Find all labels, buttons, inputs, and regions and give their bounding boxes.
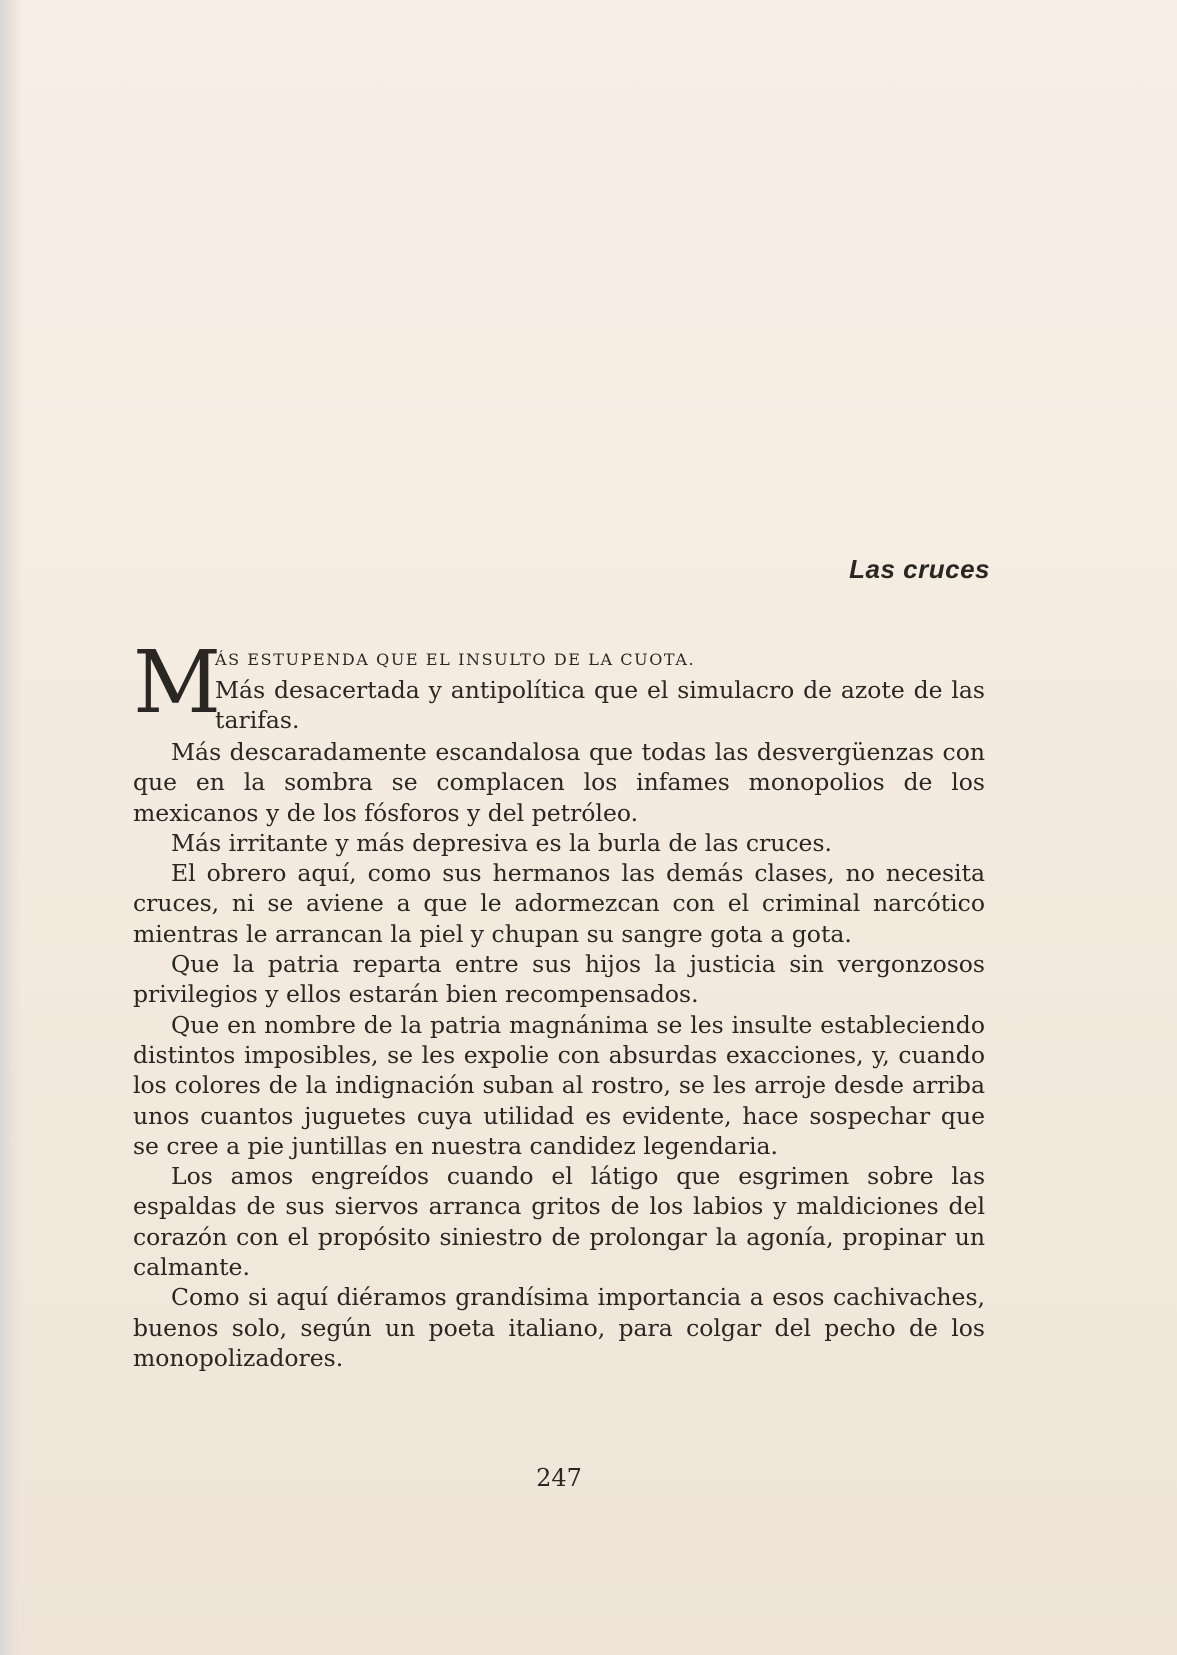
opening-paragraph bbox=[133, 633, 985, 737]
opening-paragraph-text: Más desacertada y antipolítica que el simulacro de azote de las tarifas. bbox=[215, 676, 985, 735]
paragraph: Que en nombre de la patria magnánima se les insulte estableciendo distintos imposibles, se les expolie con absurdas exacciones, y, cuando los colores de la indignación suban al rostro, se les arroje desde arriba unos cuantos juguetes cuya utilidad es evidente, hace sospechar que se cree a pie juntillas en nuestra candidez legendaria. bbox=[133, 1010, 985, 1160]
paragraph: Que la patria reparta entre sus hijos la justicia sin vergonzosos privilegios y ellos estarán bien recompensados. bbox=[133, 950, 985, 1009]
page-number: 247 bbox=[536, 1464, 582, 1492]
paragraph: Como si aquí diéramos grandísima importancia a esos cachivaches, buenos solo, según un poeta italiano, para colgar del pecho de los monopolizadores. bbox=[133, 1283, 985, 1372]
chapter-title: Las cruces bbox=[849, 554, 990, 584]
paragraph: El obrero aquí, como sus hermanos las demás clases, no necesita cruces, ni se aviene a que le adormezcan con el criminal narcótico mientras le arrancan la piel y chupan su sangre gota a gota. bbox=[133, 859, 985, 948]
drop-cap: M bbox=[133, 633, 222, 733]
lead-in-small-caps: ÁS ESTUPENDA QUE EL INSULTO DE LA CUOTA. bbox=[215, 650, 696, 669]
body-text bbox=[133, 633, 985, 1373]
paragraph: Más irritante y más depresiva es la burla de las cruces. bbox=[171, 828, 832, 857]
paragraph: Los amos engreídos cuando el látigo que esgrimen sobre las espaldas de sus siervos arranca gritos de los labios y maldiciones del corazón con el propósito siniestro de prolongar la agonía, propinar un calmante. bbox=[133, 1162, 985, 1282]
page-edge bbox=[0, 0, 22, 1655]
paragraph: Más descaradamente escandalosa que todas las desvergüenzas con que en la sombra se complacen los infames monopolios de los mexicanos y de los fósforos y del petróleo. bbox=[133, 738, 985, 827]
